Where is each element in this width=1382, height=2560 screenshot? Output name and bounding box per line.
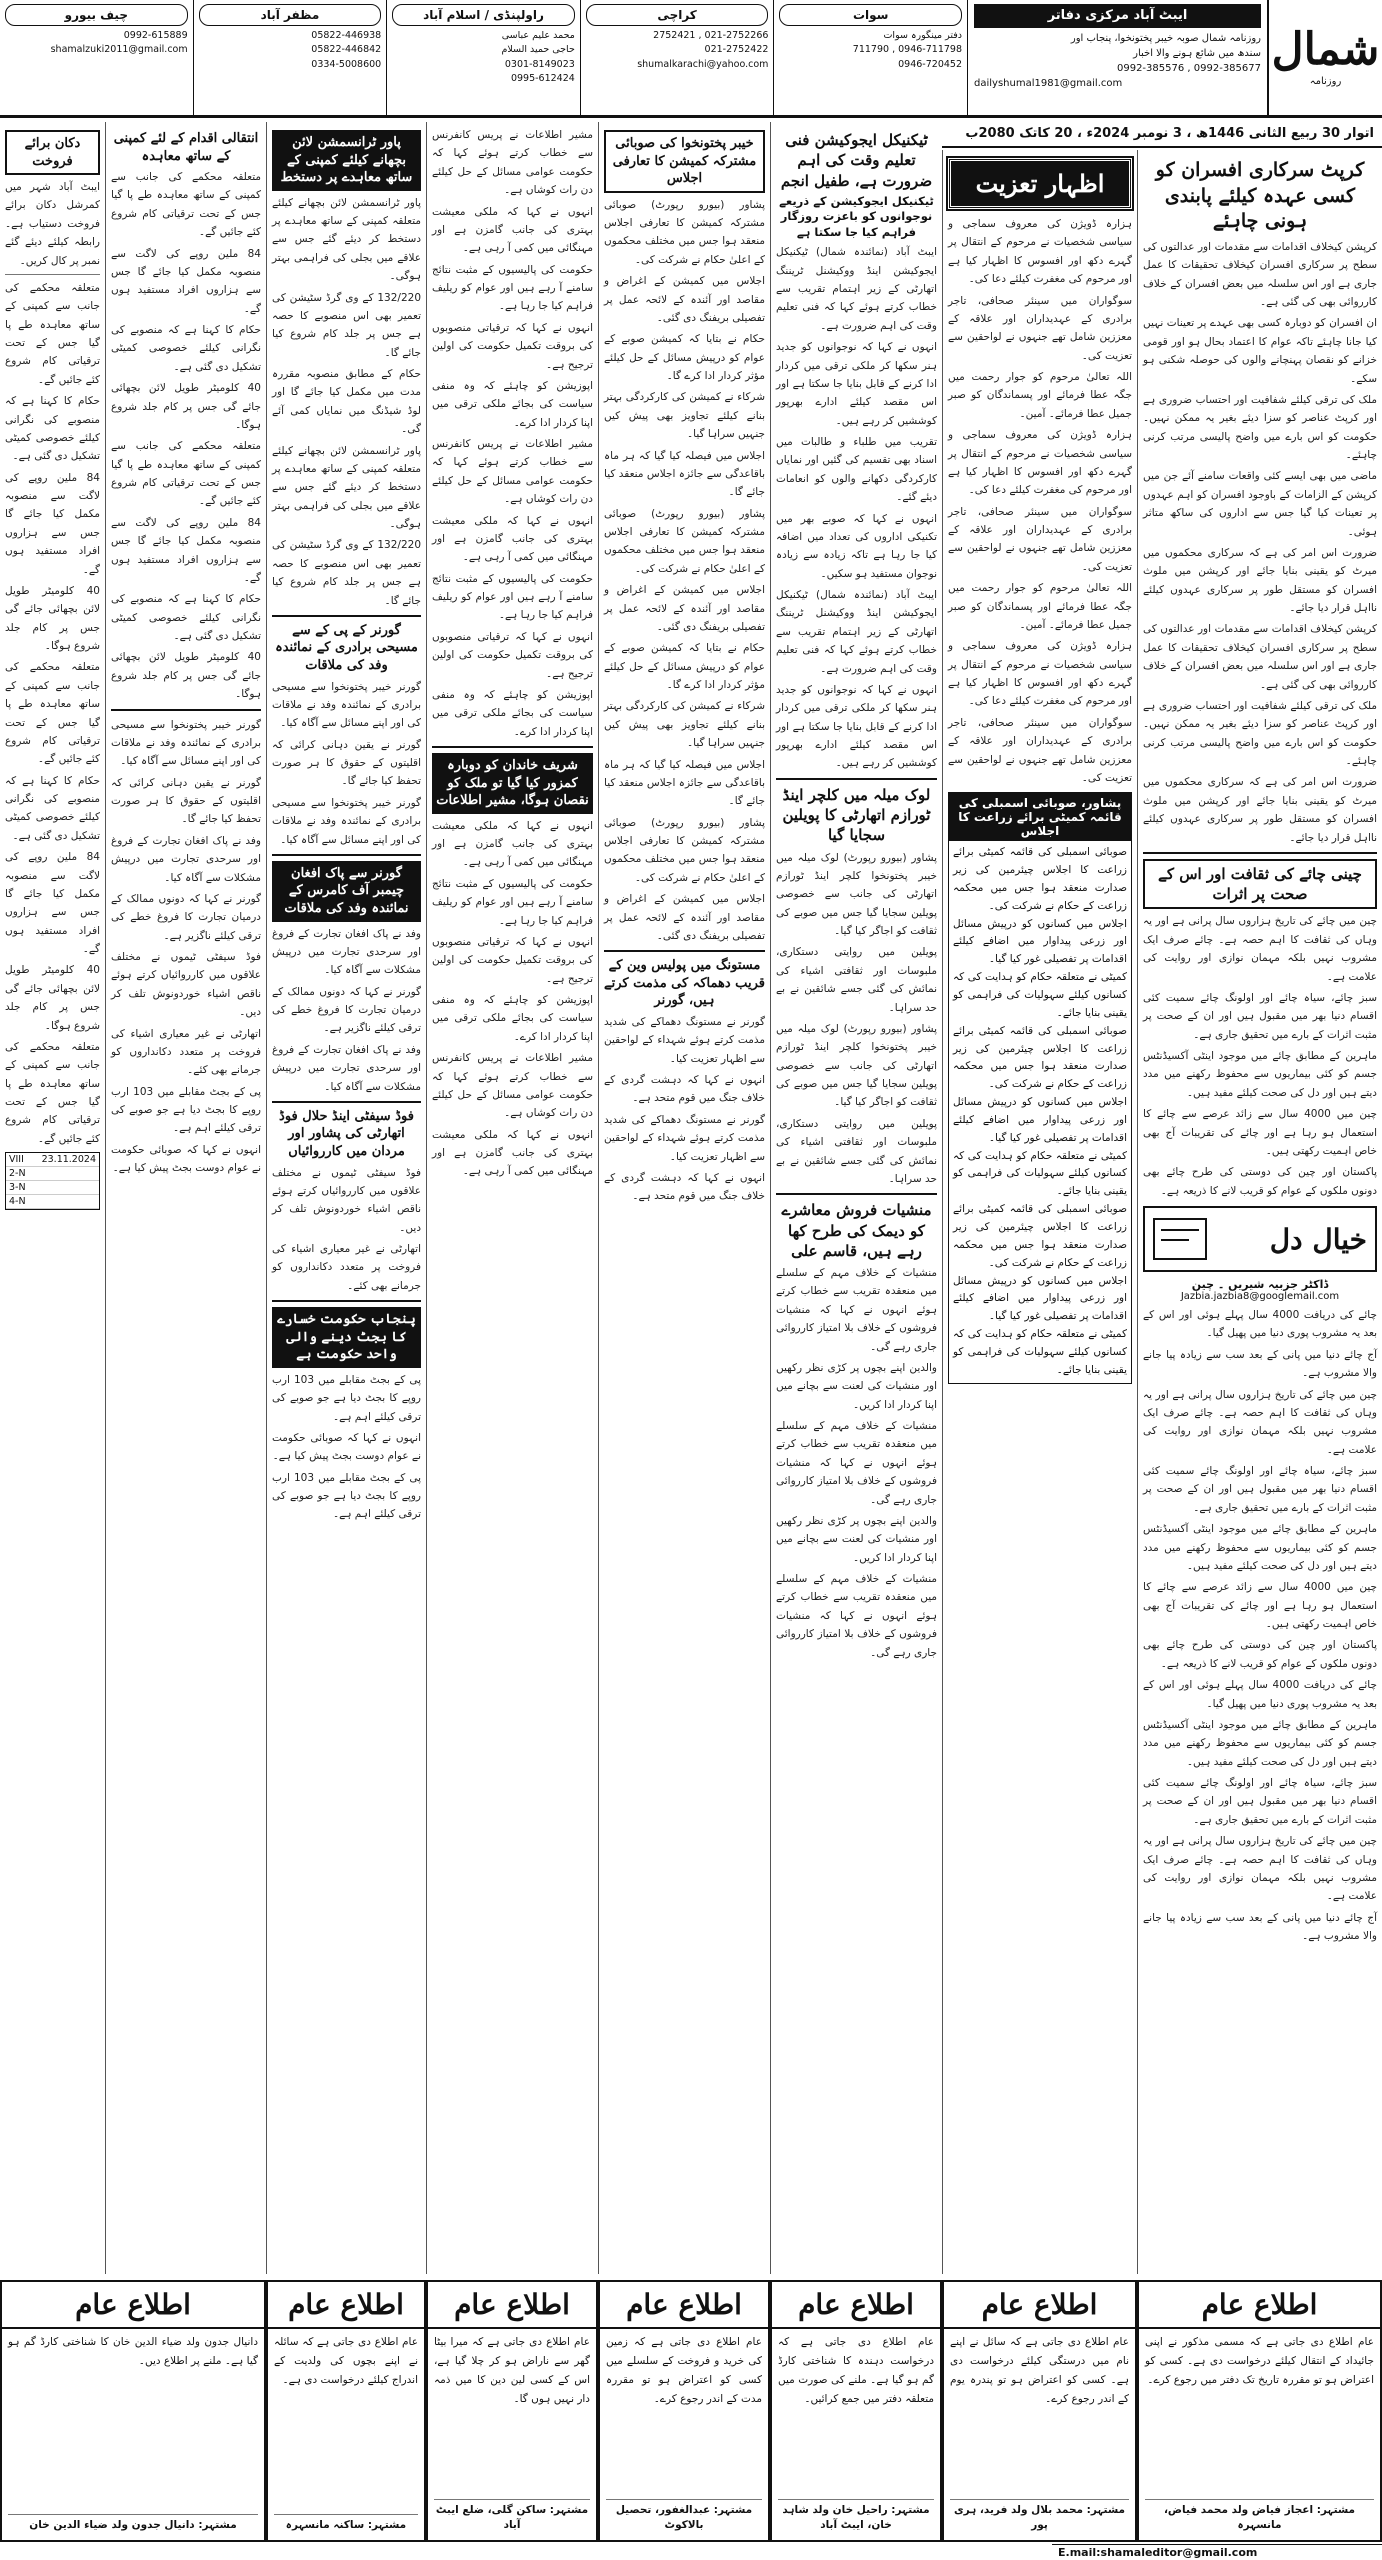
paragraph: اجلاس میں کسانوں کو درپیش مسائل اور زرعی پیداوار میں اضافے کیلئے اقدامات پر تفصیلی غور کیا گیا۔ xyxy=(953,1096,1127,1144)
paragraph: ملک کی ترقی کیلئے شفافیت اور احتساب ضروری ہے اور کرپٹ عناصر کو سزا دیئے بغیر یہ ممکن نہیں۔ حکومت کو اس بارے میں واضح پالیسی مرتب کرنی چاہئے۔ xyxy=(1143,393,1377,462)
paragraph: مشیر اطلاعات نے پریس کانفرنس سے خطاب کرتے ہوئے کہا کہ حکومت عوامی مسائل کے حل کیلئے دن رات کوشاں ہے۔ xyxy=(432,438,593,506)
paragraph: 84 ملین روپے کی لاگت سے منصوبہ مکمل کیا جائے گا جس سے ہزاروں افراد مستفید ہوں گے۔ xyxy=(5,471,100,576)
bureau-swat xyxy=(773,0,967,115)
paragraph: انہوں نے کہا کہ دہشت گردی کے خلاف جنگ میں قوم متحد ہے۔ xyxy=(604,1171,765,1203)
schedule-table xyxy=(5,1152,100,1210)
public-notice xyxy=(0,2280,266,2542)
paragraph: سبز چائے، سیاہ چائے اور اولونگ چائے سمیت کئی اقسام دنیا بھر میں مقبول ہیں اور ان کے صحت پر مثبت اثرات کے بارے میں تحقیق جاری ہے۔ xyxy=(1143,1465,1377,1514)
table-cell: 23.11.2024 xyxy=(41,1154,96,1166)
notice-signature: مشتہر: راحیل خان ولد شاہد خان، ایبٹ آباد xyxy=(778,2499,934,2535)
paragraph: چین میں 4000 سال سے زائد عرصے سے چائے کا استعمال ہو رہا ہے اور چائے کی تقریبات آج بھی خاص اہمیت رکھتی ہیں۔ xyxy=(1143,1108,1377,1157)
paragraph: فوڈ سیفٹی ٹیموں نے مختلف علاقوں میں کارروائیاں کرتے ہوئے ناقص اشیاء خوردونوش تلف کر دیں۔ xyxy=(272,1166,421,1234)
feature-headline: چینی چائے کی ثقافت اور اس کے صحت پر اثرات xyxy=(1143,859,1377,910)
paragraph: فوڈ سیفٹی ٹیموں نے مختلف علاقوں میں کارروائیاں کرتے ہوئے ناقص اشیاء خوردونوش تلف کر دیں۔ xyxy=(111,951,261,1019)
notice-signature: مشتہر: ساکنہ مانسہرہ xyxy=(274,2514,418,2534)
paragraph: حکام کا کہنا ہے کہ منصوبے کی نگرانی کیلئے خصوصی کمیٹی تشکیل دی گئی ہے۔ xyxy=(5,395,100,463)
public-notice xyxy=(942,2280,1137,2542)
paragraph: انہوں نے کہا کہ ملکی معیشت بہتری کی جانب گامزن ہے اور مہنگائی میں کمی آ رہی ہے۔ xyxy=(432,1128,593,1178)
news-column-7 xyxy=(105,122,266,2274)
hq-line: روزنامہ شمال صوبہ خیبر پختونخوا، پنجاب اور xyxy=(1070,32,1261,44)
paragraph: حکام کے مطابق منصوبہ مقررہ مدت میں مکمل کیا جائے گا اور لوڈ شیڈنگ میں نمایاں کمی آئے گی۔ xyxy=(272,368,421,436)
paragraph: چائے کی دریافت 4000 سال پہلے ہوئی اور اس کے بعد یہ مشروب پوری دنیا میں پھیل گیا۔ xyxy=(1143,1309,1377,1340)
bureau-title: کراچی xyxy=(586,4,769,26)
story-body xyxy=(776,243,937,773)
paragraph: پشاور (بیورو رپورٹ) لوک میلہ میں خیبر پختونخوا کلچر اینڈ ٹورازم اتھارٹی کی جانب سے خصوصی پویلین سجایا گیا جس میں صوبے کی ثقافت کو اجاگر کیا گیا۔ xyxy=(776,1022,937,1109)
headline: ٹیکنیکل ایجوکیشن فنی تعلیم وقت کی اہم ضرورت ہے، طفیل انجم xyxy=(780,131,933,190)
paragraph: کرپشن کیخلاف اقدامات سے مقدمات اور عدالتوں کی سطح پر سرکاری افسران کیخلاف تحقیقات کا عمل جاری ہے اور اس سلسلہ میں بعض افسران کے خلاف کارروائی بھی کی گئی ہے۔ xyxy=(1143,240,1377,309)
paragraph: انہوں نے کہا کہ صوبائی حکومت نے عوام دوست بجٹ پیش کیا ہے۔ xyxy=(111,1143,261,1175)
paragraph: انہوں نے کہا کہ ترقیاتی منصوبوں کی بروقت تکمیل حکومت کی اولین ترجیح ہے۔ xyxy=(432,935,593,985)
news-column-6 xyxy=(266,122,426,2274)
public-notice xyxy=(266,2280,426,2542)
bureau-karachi xyxy=(580,0,774,115)
story-body xyxy=(432,817,593,1181)
paragraph: اجلاس میں کمیشن کے اغراض و مقاصد اور آئندہ کے لائحہ عمل پر تفصیلی بریفنگ دی گئی۔ xyxy=(604,584,765,633)
paragraph: چین میں چائے کی تاریخ ہزاروں سال پرانی ہے اور یہ وہاں کی ثقافت کا اہم حصہ ہے۔ چائے صرف ایک مشروب نہیں بلکہ مہمان نوازی اور روایت کی علامت ہے۔ xyxy=(1143,1388,1377,1456)
paragraph: گورنر خیبر پختونخوا سے مسیحی برادری کے نمائندہ وفد نے ملاقات کی اور اپنے مسائل سے آگاہ کیا۔ xyxy=(272,796,421,846)
story-body xyxy=(604,196,765,946)
opinion-author-email[interactable]: Jazbia.jazbia8@googlemail.com xyxy=(1180,1291,1340,1303)
paragraph: پاور ٹرانسمشن لائن بچھانے کیلئے متعلقہ کمپنی کے ساتھ معاہدے پر دستخط کر دیئے گئے جس سے علاقے میں بجلی کی فراہمی بہتر ہوگی۔ xyxy=(272,196,421,283)
paragraph: گورنر نے یقین دہانی کرائی کہ اقلیتوں کے حقوق کا ہر صورت تحفظ کیا جائے گا۔ xyxy=(111,776,261,826)
notice-title: اطلاع عام xyxy=(1139,2282,1380,2329)
paragraph: ماہرین کے مطابق چائے میں موجود اینٹی آکسیڈنٹس جسم کو کئی بیماریوں سے محفوظ رکھنے میں مدد دیتے ہیں اور دل کی صحت کیلئے مفید ہیں۔ xyxy=(1143,1523,1377,1572)
opinion-author: ڈاکٹر جزبیہ شیریں ۔ چین xyxy=(1191,1278,1329,1292)
paragraph: ضرورت اس امر کی ہے کہ سرکاری محکموں میں میرٹ کو یقینی بنایا جائے اور کرپشن میں ملوث افسران کو مستقل طور پر سرکاری عہدوں کیلئے نااہل قرار دیا جائے۔ xyxy=(1143,546,1377,615)
bureau-line: 0301-8149023 xyxy=(504,58,575,70)
paragraph: انہوں نے کہا کہ ترقیاتی منصوبوں کی بروقت تکمیل حکومت کی اولین ترجیح ہے۔ xyxy=(432,630,593,680)
public-notice xyxy=(598,2280,770,2542)
story-body xyxy=(272,678,421,849)
headline: گورنر سے پاک افغان چیمبر آف کامرس کے نمائندہ وفد کی ملاقات xyxy=(272,861,421,922)
headline: پاور ٹرانسمشن لائن بچھانے کیلئے کمپنی کے ساتھ معاہدے پر دستخط xyxy=(272,130,421,191)
logo-subtitle: روزنامہ xyxy=(1309,76,1342,87)
notice-title: اطلاع عام xyxy=(2,2282,264,2329)
notice-body: عام اطلاع دی جاتی ہے کہ مسمی مذکور نے اپنی جائیداد کے انتقال کیلئے درخواست دی ہے۔ کسی کو اعتراض ہو تو مقررہ تاریخ تک دفتر میں رجوع کرے۔ xyxy=(1145,2336,1374,2386)
committee-box-title: پشاور، صوبائی اسمبلی کی قائمہ کمیٹی برائے زراعت کا اجلاس xyxy=(949,793,1131,841)
paragraph: آج چائے دنیا میں پانی کے بعد سب سے زیادہ پیا جانے والا مشروب ہے۔ xyxy=(1143,1911,1377,1943)
story-body xyxy=(776,849,937,1189)
paragraph: سوگواران میں سینئر صحافی، تاجر برادری کے عہدیداران اور علاقہ کے معززین شامل تھے جنہوں نے لواحقین سے تعزیت کی۔ xyxy=(948,294,1132,362)
bureau-line: 05822-446938 xyxy=(311,30,382,41)
paragraph: متعلقہ محکمے کی جانب سے کمپنی کے ساتھ معاہدہ طے پا گیا جس کے تحت ترقیاتی کام شروع کئے جائیں گے۔ xyxy=(111,171,261,239)
table-cell: 2-N xyxy=(9,1168,26,1180)
paragraph: حکام کا کہنا ہے کہ منصوبے کی نگرانی کیلئے خصوصی کمیٹی تشکیل دی گئی ہے۔ xyxy=(111,324,261,373)
paragraph: گورنر نے مستونگ دھماکے کی شدید مذمت کرتے ہوئے شہداء کے لواحقین سے اظہار تعزیت کیا۔ xyxy=(604,1113,765,1163)
paragraph: اجلاس میں کمیشن کے اغراض و مقاصد اور آئندہ کے لائحہ عمل پر تفصیلی بریفنگ دی گئی۔ xyxy=(604,893,765,942)
table-cell: 3-N xyxy=(9,1182,26,1194)
notice-signature: مشتہر: اعجاز فیاض ولد محمد فیاض، مانسہرہ xyxy=(1145,2499,1374,2535)
bureau-line: 021-2752422 xyxy=(704,44,769,56)
notice-body: عام اطلاع دی جاتی ہے کہ سائلہ نے اپنے بچوں کی ولدیت کے اندراج کیلئے درخواست دی ہے۔ xyxy=(274,2336,418,2386)
story-body xyxy=(604,1013,765,1206)
paragraph: متعلقہ محکمے کی جانب سے کمپنی کے ساتھ معاہدہ طے پا گیا جس کے تحت ترقیاتی کام شروع کئے جائیں گے۔ xyxy=(5,1040,100,1145)
story-body xyxy=(272,1371,421,1524)
head-office-title: ایبٹ آباد مرکزی دفاتر xyxy=(974,4,1261,28)
paragraph: ان افسران کو دوبارہ کسی بھی عہدے پر تعینات نہیں کیا جانا چاہئے تاکہ عوام کا اعتماد بحال ہو اور قومی خزانے کو نقصان پہنچانے والوں کی حوصلہ شکنی ہو سکے۔ xyxy=(1143,317,1377,385)
paragraph: 132/220 کے وی گرڈ سٹیشن کی تعمیر بھی اس منصوبے کا حصہ ہے جس پر جلد کام شروع کیا جائے گا۔ xyxy=(272,291,421,359)
paragraph: مشیر اطلاعات نے پریس کانفرنس سے خطاب کرتے ہوئے کہا کہ حکومت عوامی مسائل کے حل کیلئے دن رات کوشاں ہے۔ xyxy=(432,129,593,197)
paragraph: انہوں نے کہا کہ دہشت گردی کے خلاف جنگ میں قوم متحد ہے۔ xyxy=(604,1074,765,1105)
paragraph: اجلاس میں کسانوں کو درپیش مسائل اور زرعی پیداوار میں اضافے کیلئے اقدامات پر تفصیلی غور کیا گیا۔ xyxy=(953,917,1127,966)
paragraph: وفد نے پاک افغان تجارت کے فروغ اور سرحدی تجارت میں درپیش مشکلات سے آگاہ کیا۔ xyxy=(111,834,261,884)
paragraph: صوبائی اسمبلی کی قائمہ کمیٹی برائے زراعت کا اجلاس چیئرمین کی زیر صدارت منعقد ہوا جس میں محکمہ زراعت کے حکام نے شرکت کی۔ xyxy=(953,846,1127,912)
paragraph: ملک کی ترقی کیلئے شفافیت اور احتساب ضروری ہے اور کرپٹ عناصر کو سزا دیئے بغیر یہ ممکن نہیں۔ حکومت کو اس بارے میں واضح پالیسی مرتب کرنی چاہئے۔ xyxy=(1143,699,1377,768)
story-body xyxy=(272,194,421,610)
condolence-header: اظہار تعزیت xyxy=(948,158,1132,209)
paragraph: کمیٹی نے متعلقہ حکام کو ہدایت کی کہ کسانوں کیلئے سہولیات کی فراہمی کو یقینی بنایا جائے۔ xyxy=(953,1328,1127,1376)
classifieds-column xyxy=(0,122,105,2274)
paragraph: انہوں نے کہا کہ ملکی معیشت بہتری کی جانب گامزن ہے اور مہنگائی میں کمی آ رہی ہے۔ xyxy=(432,205,593,255)
public-notice xyxy=(1137,2280,1382,2542)
hq-line: سندھ میں شائع ہونے والا اخبار xyxy=(1133,47,1261,59)
story-body xyxy=(272,925,421,1096)
paragraph: تقریب میں طلباء و طالبات میں اسناد بھی تقسیم کی گئیں اور نمایاں کارکردگی دکھانے والوں کو انعامات دیئے گئے۔ xyxy=(776,436,937,504)
masthead xyxy=(0,0,1382,118)
paragraph: کمیٹی نے متعلقہ حکام کو ہدایت کی کہ کسانوں کیلئے سہولیات کی فراہمی کو یقینی بنایا جائے۔ xyxy=(953,1149,1127,1198)
paragraph: منشیات کے خلاف مہم کے سلسلے میں منعقدہ تقریب سے خطاب کرتے ہوئے انہوں نے کہا کہ منشیات فروشوں کے خلاف بلا امتیاز کارروائی جاری رہے گی۔ xyxy=(776,1573,937,1659)
paragraph: ماضی میں بھی ایسے کئی واقعات سامنے آئے جن میں کرپشن کے الزامات کے باوجود افسران کو اہم عہدوں پر تعینات کیا گیا جس سے اداروں کی ساکھ متاثر ہوئی۔ xyxy=(1143,470,1377,538)
bureau-email[interactable]: shamalzuki2011@gmail.com xyxy=(50,44,188,56)
paragraph: منشیات کے خلاف مہم کے سلسلے میں منعقدہ تقریب سے خطاب کرتے ہوئے انہوں نے کہا کہ منشیات فروشوں کے خلاف بلا امتیاز کارروائی جاری رہے گی۔ xyxy=(776,1267,937,1353)
public-notice xyxy=(426,2280,598,2542)
headline: مستونگ میں پولیس وین کے قریب دھماکہ کی مذمت کرتے ہیں، گورنر xyxy=(604,958,765,1009)
table-cell: VIII xyxy=(9,1154,24,1166)
story-body xyxy=(432,126,593,741)
notice-body: عام اطلاع دی جاتی ہے کہ میرا بیٹا گھر سے ناراض ہو کر چلا گیا ہے، اس کے کسی لین دین کا میں ذمہ دار نہیں ہوں گا۔ xyxy=(434,2336,590,2405)
paragraph: اجلاس میں فیصلہ کیا گیا کہ ہر ماہ باقاعدگی سے جائزہ اجلاس منعقد کیا جائے گا۔ xyxy=(604,449,765,499)
bureau-line: 05822-446842 xyxy=(311,44,382,56)
committee-box-body xyxy=(949,841,1131,1382)
story-body xyxy=(111,168,261,704)
opinion-header xyxy=(1143,1206,1377,1272)
paragraph: پی کے بجٹ مقابلے میں 103 ارب روپے کا بجٹ دیا ہے جو صوبے کی ترقی کیلئے اہم ہے۔ xyxy=(272,1373,421,1423)
notice-body: عام اطلاع دی جاتی ہے کہ زمین کی خرید و فروخت کے سلسلے میں کسی کو اعتراض ہو تو مقررہ مدت کے اندر رجوع کرے۔ xyxy=(606,2336,762,2405)
paragraph: 84 ملین روپے کی لاگت سے منصوبہ مکمل کیا جائے گا جس سے ہزاروں افراد مستفید ہوں گے۔ xyxy=(111,247,261,315)
news-column-3 xyxy=(770,122,942,2274)
paragraph: اجلاس میں کمیشن کے اغراض و مقاصد اور آئندہ کے لائحہ عمل پر تفصیلی بریفنگ دی گئی۔ xyxy=(604,275,765,324)
editorial-body xyxy=(1143,238,1377,847)
bureau-rawalpindi xyxy=(386,0,580,115)
paragraph: پاکستان اور چین کی دوستی کی طرح چائے بھی دونوں ملکوں کے عوام کو قریب لانے کا ذریعہ ہے۔ xyxy=(1143,1639,1377,1670)
logo-text: شمال xyxy=(1271,24,1380,75)
footer-email[interactable]: E.mail:shamaleditor@gmail.com xyxy=(1052,2544,1382,2560)
paragraph: سبز چائے، سیاہ چائے اور اولونگ چائے سمیت کئی اقسام دنیا بھر میں مقبول ہیں اور ان کے صحت پر مثبت اثرات کے بارے میں تحقیق جاری ہے۔ xyxy=(1143,991,1377,1041)
paragraph: اپوزیشن کو چاہئے کہ وہ منفی سیاست کی بجائے ملکی ترقی میں اپنا کردار ادا کرے۔ xyxy=(432,379,593,429)
paragraph: انہوں نے کہا کہ ملکی معیشت بہتری کی جانب گامزن ہے اور مہنگائی میں کمی آ رہی ہے۔ xyxy=(432,819,593,869)
editorial-column xyxy=(1137,150,1382,2274)
headline: لوک میلہ میں کلچر اینڈ ٹورازم اتھارٹی کا پویلین سجایا گیا xyxy=(782,785,931,845)
bureau-line: محمد علیم عباسی xyxy=(501,30,575,41)
headline: انتقالی اقدام کے لئے کمپنی کے ساتھ معاہدہ xyxy=(113,131,259,164)
paragraph: 40 کلومیٹر طویل لائن بچھائی جائے گی جس پر کام جلد شروع ہوگا۔ xyxy=(5,964,100,1032)
paragraph: حکومت کی پالیسیوں کے مثبت نتائج سامنے آ رہے ہیں اور عوام کو ریلیف فراہم کیا جا رہا ہے۔ xyxy=(432,572,593,622)
notice-body: دانیال جدون ولد ضیاء الدین خان کا شناختی کارڈ گم ہو گیا ہے۔ ملنے پر اطلاع دیں۔ xyxy=(8,2336,258,2367)
small-ad-title: دکان برائے فروخت xyxy=(5,130,100,175)
notice-signature: مشتہر: محمد بلال ولد فرید، ہری پور xyxy=(950,2499,1129,2535)
paragraph: ہزارہ ڈویژن کی معروف سماجی و سیاسی شخصیات نے مرحوم کے انتقال پر گہرے دکھ اور افسوس کا اظہار کیا ہے اور مرحوم کی مغفرت کیلئے دعا کی۔ xyxy=(948,640,1132,708)
paragraph: پویلین میں روایتی دستکاری، ملبوسات اور ثقافتی اشیاء کی نمائش کی گئی جسے شائقین نے بے حد سراہا۔ xyxy=(776,1117,937,1185)
bureau-muzaffarabad xyxy=(193,0,387,115)
paragraph: متعلقہ محکمے کی جانب سے کمپنی کے ساتھ معاہدہ طے پا گیا جس کے تحت ترقیاتی کام شروع کئے جائیں گے۔ xyxy=(5,661,100,766)
paragraph: اپوزیشن کو چاہئے کہ وہ منفی سیاست کی بجائے ملکی ترقی میں اپنا کردار ادا کرے۔ xyxy=(432,994,593,1043)
bureau-line: 0946-711798 , 711790 xyxy=(852,44,962,56)
paragraph: وفد نے پاک افغان تجارت کے فروغ اور سرحدی تجارت میں درپیش مشکلات سے آگاہ کیا۔ xyxy=(272,1043,421,1093)
news-column-5 xyxy=(426,122,598,2274)
paragraph: پی کے بجٹ مقابلے میں 103 ارب روپے کا بجٹ دیا ہے جو صوبے کی ترقی کیلئے اہم ہے۔ xyxy=(272,1471,421,1521)
paragraph: ماہرین کے مطابق چائے میں موجود اینٹی آکسیڈنٹس جسم کو کئی بیماریوں سے محفوظ رکھنے میں مدد دیتے ہیں اور دل کی صحت کیلئے مفید ہیں۔ xyxy=(1143,1050,1377,1099)
notice-body: عام اطلاع دی جاتی ہے کہ سائل نے اپنے نام میں درستگی کیلئے درخواست دی ہے۔ کسی کو اعتراض ہو تو پندرہ یوم کے اندر رجوع کرے۔ xyxy=(950,2336,1129,2405)
paragraph: پاور ٹرانسمشن لائن بچھانے کیلئے متعلقہ کمپنی کے ساتھ معاہدے پر دستخط کر دیئے گئے جس سے علاقے میں بجلی کی فراہمی بہتر ہوگی۔ xyxy=(272,444,421,531)
paragraph: حکام نے بتایا کہ کمیشن صوبے کے عوام کو درپیش مسائل کے حل کیلئے مؤثر کردار ادا کرے گا۔ xyxy=(604,333,765,383)
paragraph: سبز چائے، سیاہ چائے اور اولونگ چائے سمیت کئی اقسام دنیا بھر میں مقبول ہیں اور ان کے صحت پر مثبت اثرات کے بارے میں تحقیق جاری ہے۔ xyxy=(1143,1777,1377,1826)
paragraph: حکومت کی پالیسیوں کے مثبت نتائج سامنے آ رہے ہیں اور عوام کو ریلیف فراہم کیا جا رہا ہے۔ xyxy=(432,263,593,313)
opinion-title: خیال دل xyxy=(1269,1222,1367,1256)
paragraph: اجلاس میں کسانوں کو درپیش مسائل اور زرعی پیداوار میں اضافے کیلئے اقدامات پر تفصیلی غور کیا گیا۔ xyxy=(953,1274,1127,1323)
paragraph: گورنر خیبر پختونخوا سے مسیحی برادری کے نمائندہ وفد نے ملاقات کی اور اپنے مسائل سے آگاہ کیا۔ xyxy=(111,718,261,768)
notice-signature: مشتہر: ساکن گلی، ضلع ایبٹ آباد xyxy=(434,2499,590,2535)
paragraph: پی کے بجٹ مقابلے میں 103 ارب روپے کا بجٹ دیا ہے جو صوبے کی ترقی کیلئے اہم ہے۔ xyxy=(111,1085,261,1135)
paragraph: صوبائی اسمبلی کی قائمہ کمیٹی برائے زراعت کا اجلاس چیئرمین کی زیر صدارت منعقد ہوا جس میں محکمہ زراعت کے حکام نے شرکت کی۔ xyxy=(953,1024,1127,1091)
table-cell: 4-N xyxy=(9,1196,26,1208)
story-body xyxy=(111,716,261,1178)
paragraph: حکام کا کہنا ہے کہ منصوبے کی نگرانی کیلئے خصوصی کمیٹی تشکیل دی گئی ہے۔ xyxy=(111,593,261,643)
editorial-headline: کرپٹ سرکاری افسران کو کسی عہدہ کیلئے پابندی ہونی چاہئے xyxy=(1155,159,1365,233)
paragraph: کمیٹی نے متعلقہ حکام کو ہدایت کی کہ کسانوں کیلئے سہولیات کی فراہمی کو یقینی بنایا جائے۔ xyxy=(953,971,1127,1019)
hq-email[interactable]: dailyshumal1981@gmail.com xyxy=(974,77,1123,89)
paragraph: شرکاء نے کمیشن کی کارکردگی بہتر بنانے کیلئے تجاویز بھی پیش کیں جنہیں سراہا گیا۔ xyxy=(604,700,765,750)
paragraph: پاکستان اور چین کی دوستی کی طرح چائے بھی دونوں ملکوں کے عوام کو قریب لانے کا ذریعہ ہے۔ xyxy=(1143,1166,1377,1197)
paragraph: متعلقہ محکمے کی جانب سے کمپنی کے ساتھ معاہدہ طے پا گیا جس کے تحت ترقیاتی کام شروع کئے جائیں گے۔ xyxy=(5,281,100,386)
paragraph: 40 کلومیٹر طویل لائن بچھائی جائے گی جس پر کام جلد شروع ہوگا۔ xyxy=(111,382,261,431)
paragraph: گورنر نے مستونگ دھماکے کی شدید مذمت کرتے ہوئے شہداء کے لواحقین سے اظہار تعزیت کیا۔ xyxy=(604,1015,765,1065)
paragraph: سوگواران میں سینئر صحافی، تاجر برادری کے عہدیداران اور علاقہ کے معززین شامل تھے جنہوں نے لواحقین سے تعزیت کی۔ xyxy=(948,505,1132,573)
paragraph: 84 ملین روپے کی لاگت سے منصوبہ مکمل کیا جائے گا جس سے ہزاروں افراد مستفید ہوں گے۔ xyxy=(5,851,100,956)
paragraph: شرکاء نے کمیشن کی کارکردگی بہتر بنانے کیلئے تجاویز بھی پیش کیں جنہیں سراہا گیا۔ xyxy=(604,391,765,441)
committee-box xyxy=(948,792,1132,1383)
notice-title: اطلاع عام xyxy=(268,2282,424,2329)
notice-signature: مشتہر: عبدالغفور، تحصیل بالاکوٹ xyxy=(606,2499,762,2535)
paragraph: اپوزیشن کو چاہئے کہ وہ منفی سیاست کی بجائے ملکی ترقی میں اپنا کردار ادا کرے۔ xyxy=(432,688,593,738)
bureau-title: مظفر آباد xyxy=(199,4,382,26)
paragraph: ایبٹ آباد (نمائندہ شمال) ٹیکنیکل ایجوکیشن اینڈ ووکیشنل ٹریننگ اتھارٹی کے زیر اہتمام تقریب سے خطاب کرتے ہوئے کہا کہ فنی تعلیم وقت کی اہم ضرورت ہے۔ xyxy=(776,589,937,675)
paragraph: 40 کلومیٹر طویل لائن بچھائی جائے گی جس پر کام جلد شروع ہوگا۔ xyxy=(5,584,100,653)
table-row xyxy=(6,1153,99,1167)
paragraph: چین میں چائے کی تاریخ ہزاروں سال پرانی ہے اور یہ وہاں کی ثقافت کا اہم حصہ ہے۔ چائے صرف ایک مشروب نہیں بلکہ مہمان نوازی اور روایت کی علامت ہے۔ xyxy=(1143,915,1377,983)
paragraph: سوگواران میں سینئر صحافی، تاجر برادری کے عہدیداران اور علاقہ کے معززین شامل تھے جنہوں نے لواحقین سے تعزیت کی۔ xyxy=(948,716,1132,784)
paragraph: آج چائے دنیا میں پانی کے بعد سب سے زیادہ پیا جانے والا مشروب ہے۔ xyxy=(1143,1348,1377,1380)
bureau-line: 0995-612424 xyxy=(510,72,575,84)
paragraph: 84 ملین روپے کی لاگت سے منصوبہ مکمل کیا جائے گا جس سے ہزاروں افراد مستفید ہوں گے۔ xyxy=(111,516,261,584)
paragraph: حکام نے بتایا کہ کمیشن صوبے کے عوام کو درپیش مسائل کے حل کیلئے مؤثر کردار ادا کرے گا۔ xyxy=(604,642,765,692)
paragraph: پشاور (بیورو رپورٹ) صوبائی مشترکہ کمیشن کا تعارفی اجلاس منعقد ہوا جس میں مختلف محکموں کے اعلیٰ حکام نے شرکت کی۔ xyxy=(604,507,765,575)
public-notice xyxy=(770,2280,942,2542)
paragraph: اجلاس میں فیصلہ کیا گیا کہ ہر ماہ باقاعدگی سے جائزہ اجلاس منعقد کیا جائے گا۔ xyxy=(604,758,765,808)
paragraph: پشاور (بیورو رپورٹ) لوک میلہ میں خیبر پختونخوا کلچر اینڈ ٹورازم اتھارٹی کی جانب سے خصوصی پویلین سجایا گیا جس میں صوبے کی ثقافت کو اجاگر کیا گیا۔ xyxy=(776,851,937,938)
bureau-email[interactable]: shumalkarachi@yahoo.com xyxy=(637,58,769,70)
paragraph: کرپشن کیخلاف اقدامات سے مقدمات اور عدالتوں کی سطح پر سرکاری افسران کیخلاف تحقیقات کا عمل جاری ہے اور اس سلسلہ میں بعض افسران کے خلاف کارروائی بھی کی گئی ہے۔ xyxy=(1143,623,1377,691)
paragraph: متعلقہ محکمے کی جانب سے کمپنی کے ساتھ معاہدہ طے پا گیا جس کے تحت ترقیاتی کام شروع کئے جائیں گے۔ xyxy=(111,440,261,508)
bureau-line: 0946-720452 xyxy=(898,58,962,70)
table-row xyxy=(6,1181,99,1195)
paragraph: پشاور (بیورو رپورٹ) صوبائی مشترکہ کمیشن کا تعارفی اجلاس منعقد ہوا جس میں مختلف محکموں کے اعلیٰ حکام نے شرکت کی۔ xyxy=(604,816,765,884)
table-row xyxy=(6,1195,99,1209)
pen-paper-icon xyxy=(1153,1218,1207,1260)
paragraph: گورنر خیبر پختونخوا سے مسیحی برادری کے نمائندہ وفد نے ملاقات کی اور اپنے مسائل سے آگاہ کیا۔ xyxy=(272,680,421,730)
headline: منشیات فروش معاشرے کو دیمک کی طرح کھا رہے ہیں، قاسم علی xyxy=(781,1201,932,1260)
bureau-title: سوات xyxy=(779,4,962,26)
condolence-column xyxy=(942,150,1137,2274)
headline: فوڈ سیفٹی اینڈ حلال فوڈ اتھارٹی کی پشاور اور مردان میں کارروائیاں xyxy=(279,1108,414,1160)
paragraph: 132/220 کے وی گرڈ سٹیشن کی تعمیر بھی اس منصوبے کا حصہ ہے جس پر جلد کام شروع کیا جائے گا۔ xyxy=(272,539,421,607)
paragraph: پشاور (بیورو رپورٹ) صوبائی مشترکہ کمیشن کا تعارفی اجلاس منعقد ہوا جس میں مختلف محکموں کے اعلیٰ حکام نے شرکت کی۔ xyxy=(604,198,765,266)
paragraph: انہوں نے کہا کہ صوبائی حکومت نے عوام دوست بجٹ پیش کیا ہے۔ xyxy=(272,1431,421,1463)
paragraph: گورنر نے کہا کہ دونوں ممالک کے درمیان تجارت کا فروغ خطے کی ترقی کیلئے ناگزیر ہے۔ xyxy=(272,985,421,1035)
paragraph: حکومت کی پالیسیوں کے مثبت نتائج سامنے آ رہے ہیں اور عوام کو ریلیف فراہم کیا جا رہا ہے۔ xyxy=(432,877,593,927)
feature-body xyxy=(1143,912,1377,1200)
paragraph: انہوں نے کہا کہ نوجوانوں کو جدید ہنر سکھا کر ملکی ترقی میں کردار ادا کرنے کے قابل بنایا جا سکتا ہے اور اس مقصد کیلئے ادارے بھرپور کوششیں کر رہے ہیں۔ xyxy=(776,341,937,427)
bureau-line: 0334-5008600 xyxy=(311,58,382,70)
paragraph: اتھارٹی نے غیر معیاری اشیاء کی فروخت پر متعدد دکانداروں کو جرمانے بھی کئے۔ xyxy=(272,1243,421,1292)
small-ad-body: ایبٹ آباد شہر میں کمرشل دکان برائے فروخت دستیاب ہے۔ رابطہ کیلئے دیئے گئے نمبر پر کال کریں۔ xyxy=(5,181,100,267)
paragraph: گورنر نے یقین دہانی کرائی کہ اقلیتوں کے حقوق کا ہر صورت تحفظ کیا جائے گا۔ xyxy=(272,738,421,788)
paragraph: حکام کا کہنا ہے کہ منصوبے کی نگرانی کیلئے خصوصی کمیٹی تشکیل دی گئی ہے۔ xyxy=(5,774,100,842)
notice-title: اطلاع عام xyxy=(772,2282,940,2329)
paragraph: گورنر نے کہا کہ دونوں ممالک کے درمیان تجارت کا فروغ خطے کی ترقی کیلئے ناگزیر ہے۔ xyxy=(111,892,261,942)
bureau-line: 021-2752266 , 2752421 xyxy=(653,30,769,41)
paragraph: وفد نے پاک افغان تجارت کے فروغ اور سرحدی تجارت میں درپیش مشکلات سے آگاہ کیا۔ xyxy=(272,927,421,977)
news-column-4 xyxy=(598,122,770,2274)
story-body xyxy=(776,1264,937,1662)
headline: گورنر کے پی کے سے مسیحی برادری کے نمائندہ وفد کی ملاقات xyxy=(275,622,418,673)
paragraph: 40 کلومیٹر طویل لائن بچھائی جائے گی جس پر کام جلد شروع ہوگا۔ xyxy=(111,651,261,701)
headline: پنجاب حکومت خسارے کا بجٹ دینے والی واحد حکومت ہے xyxy=(272,1307,421,1368)
paragraph: اتھارٹی نے غیر معیاری اشیاء کی فروخت پر متعدد دکانداروں کو جرمانے بھی کئے۔ xyxy=(111,1027,261,1077)
story-body xyxy=(5,279,100,1148)
paragraph: منشیات کے خلاف مہم کے سلسلے میں منعقدہ تقریب سے خطاب کرتے ہوئے انہوں نے کہا کہ منشیات فروشوں کے خلاف بلا امتیاز کارروائی جاری رہے گی۔ xyxy=(776,1420,937,1506)
paragraph: انہوں نے کہا کہ ملکی معیشت بہتری کی جانب گامزن ہے اور مہنگائی میں کمی آ رہی ہے۔ xyxy=(432,514,593,564)
hq-line: 0992-385677 , 0992-385576 xyxy=(1116,62,1261,74)
bureau-line: دفتر مینگورہ سوات xyxy=(883,30,962,41)
paragraph: چین میں 4000 سال سے زائد عرصے سے چائے کا استعمال ہو رہا ہے اور چائے کی تقریبات آج بھی خاص اہمیت رکھتی ہیں۔ xyxy=(1143,1581,1377,1631)
issue-dateline: اتوار 30 ربیع الثانی 1446ھ ، 3 نومبر 2024ء ، 20 کاتک 2080ب xyxy=(942,122,1382,148)
notice-title: اطلاع عام xyxy=(600,2282,768,2329)
paragraph: انہوں نے کہا کہ ترقیاتی منصوبوں کی بروقت تکمیل حکومت کی اولین ترجیح ہے۔ xyxy=(432,321,593,371)
paragraph: انہوں نے کہا کہ نوجوانوں کو جدید ہنر سکھا کر ملکی ترقی میں کردار ادا کرنے کے قابل بنایا جا سکتا ہے اور اس مقصد کیلئے ادارے بھرپور کوششیں کر رہے ہیں۔ xyxy=(776,683,937,770)
bureau-title: چیف بیورو xyxy=(5,4,188,26)
paragraph: مشیر اطلاعات نے پریس کانفرنس سے خطاب کرتے ہوئے کہا کہ حکومت عوامی مسائل کے حل کیلئے دن رات کوشاں ہے۔ xyxy=(432,1052,593,1120)
subheadline: ٹیکنیکل ایجوکیشن کے ذریعے نوجوانوں کو باعزت روزگار فراہم کیا جا سکتا ہے xyxy=(779,193,934,239)
paragraph: والدین اپنے بچوں پر کڑی نظر رکھیں اور منشیات کی لعنت سے بچانے میں اپنا کردار ادا کریں۔ xyxy=(776,1514,937,1564)
paragraph: چائے کی دریافت 4000 سال پہلے ہوئی اور اس کے بعد یہ مشروب پوری دنیا میں پھیل گیا۔ xyxy=(1143,1679,1377,1710)
paragraph: انہوں نے کہا کہ صوبے بھر میں تکنیکی اداروں کی تعداد میں اضافہ کیا جا رہا ہے تاکہ زیادہ سے زیادہ نوجوان مستفید ہو سکیں۔ xyxy=(776,512,937,580)
paragraph: اللہ تعالیٰ مرحوم کو جوار رحمت میں جگہ عطا فرمائے اور پسماندگان کو صبر جمیل عطا فرمائے۔ آمین۔ xyxy=(948,371,1132,420)
headline: شریف خاندان کو دوبارہ کمزور کیا گیا تو ملک کو نقصان ہوگا، مشیر اطلاعات xyxy=(432,753,593,814)
paragraph: صوبائی اسمبلی کی قائمہ کمیٹی برائے زراعت کا اجلاس چیئرمین کی زیر صدارت منعقد ہوا جس میں محکمہ زراعت کے حکام نے شرکت کی۔ xyxy=(953,1203,1127,1269)
bureau-chief xyxy=(0,0,193,115)
paragraph: ہزارہ ڈویژن کی معروف سماجی و سیاسی شخصیات نے مرحوم کے انتقال پر گہرے دکھ اور افسوس کا اظہار کیا ہے اور مرحوم کی مغفرت کیلئے دعا کی۔ xyxy=(948,218,1132,286)
table-row xyxy=(6,1167,99,1181)
headline: خیبر پختونخوا کی صوبائی مشترکہ کمیشن کا تعارفی اجلاس xyxy=(604,130,765,193)
bureau-title: راولپنڈی / اسلام آباد xyxy=(392,4,575,26)
paragraph: ضرورت اس امر کی ہے کہ سرکاری محکموں میں میرٹ کو یقینی بنایا جائے اور کرپشن میں ملوث افسران کو مستقل طور پر سرکاری عہدوں کیلئے نااہل قرار دیا جائے۔ xyxy=(1143,776,1377,844)
opinion-body xyxy=(1143,1306,1377,1945)
bureau-line: حاجی حمید السلام xyxy=(501,44,575,56)
notice-title: اطلاع عام xyxy=(944,2282,1135,2329)
bureau-line: 0992-615889 xyxy=(123,30,188,41)
paragraph: والدین اپنے بچوں پر کڑی نظر رکھیں اور منشیات کی لعنت سے بچانے میں اپنا کردار ادا کریں۔ xyxy=(776,1361,937,1411)
condolence-body xyxy=(948,215,1132,787)
newspaper-logo xyxy=(1267,0,1382,115)
paragraph: ماہرین کے مطابق چائے میں موجود اینٹی آکسیڈنٹس جسم کو کئی بیماریوں سے محفوظ رکھنے میں مدد دیتے ہیں اور دل کی صحت کیلئے مفید ہیں۔ xyxy=(1143,1718,1377,1768)
notice-title: اطلاع عام xyxy=(428,2282,596,2329)
head-office-block xyxy=(967,0,1267,115)
paragraph: ایبٹ آباد (نمائندہ شمال) ٹیکنیکل ایجوکیشن اینڈ ووکیشنل ٹریننگ اتھارٹی کے زیر اہتمام تقریب سے خطاب کرتے ہوئے کہا کہ فنی تعلیم وقت کی اہم ضرورت ہے۔ xyxy=(776,246,937,332)
notice-body: عام اطلاع دی جاتی ہے کہ درخواست دہندہ کا شناختی کارڈ گم ہو گیا ہے۔ ملنے کی صورت میں متعلقہ دفتر میں جمع کرائیں۔ xyxy=(778,2336,934,2405)
paragraph: ہزارہ ڈویژن کی معروف سماجی و سیاسی شخصیات نے مرحوم کے انتقال پر گہرے دکھ اور افسوس کا اظہار کیا ہے اور مرحوم کی مغفرت کیلئے دعا کی۔ xyxy=(948,429,1132,497)
notice-signature: مشتہر: دانیال جدون ولد ضیاء الدین خان xyxy=(8,2514,258,2534)
paragraph: چین میں چائے کی تاریخ ہزاروں سال پرانی ہے اور یہ وہاں کی ثقافت کا اہم حصہ ہے۔ چائے صرف ایک مشروب نہیں بلکہ مہمان نوازی اور روایت کی علامت ہے۔ xyxy=(1143,1835,1377,1903)
paragraph: پویلین میں روایتی دستکاری، ملبوسات اور ثقافتی اشیاء کی نمائش کی گئی جسے شائقین نے بے حد سراہا۔ xyxy=(776,946,937,1014)
story-body xyxy=(272,1164,421,1296)
paragraph: اللہ تعالیٰ مرحوم کو جوار رحمت میں جگہ عطا فرمائے اور پسماندگان کو صبر جمیل عطا فرمائے۔ آمین۔ xyxy=(948,582,1132,631)
